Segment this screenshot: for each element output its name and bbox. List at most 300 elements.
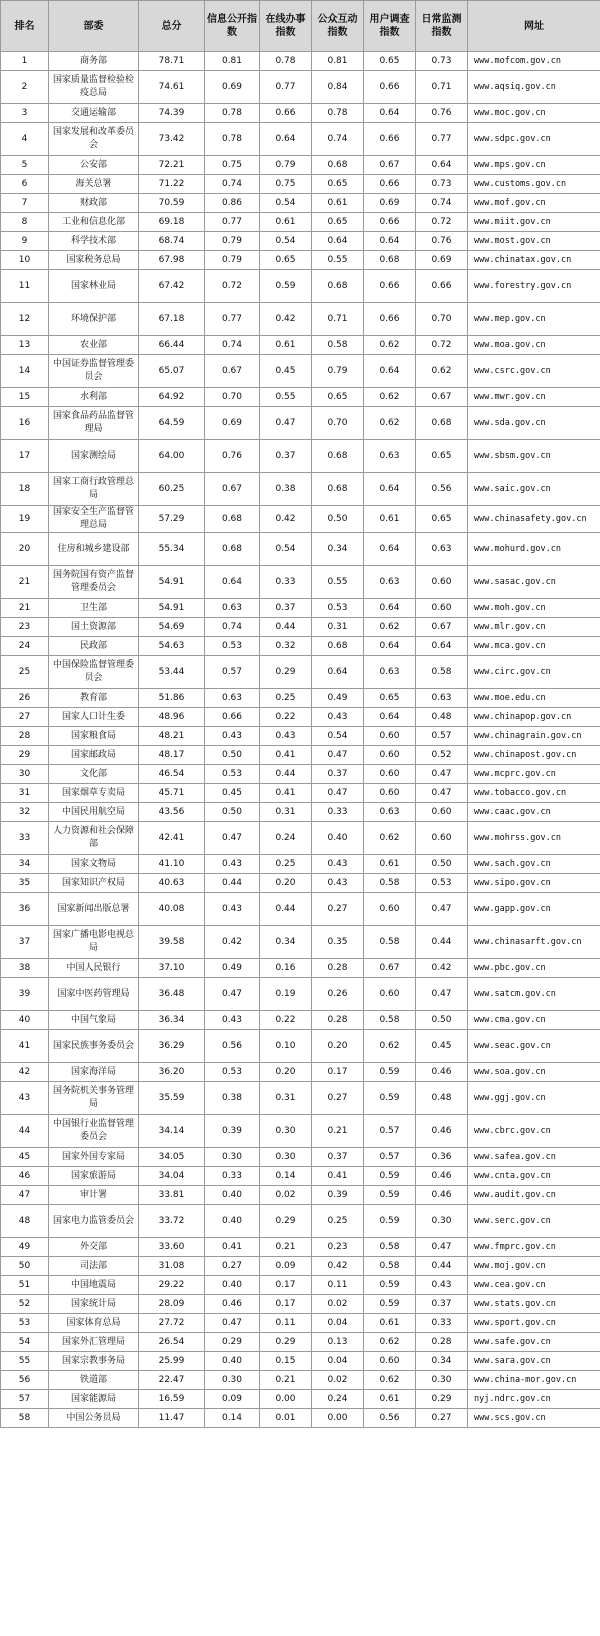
cell-rank: 30 (1, 765, 49, 784)
cell-ministry: 中国证券监督管理委员会 (49, 355, 139, 388)
table-row (1, 689, 600, 708)
cell-url[interactable]: www.mohrss.gov.cn (468, 822, 600, 855)
cell-url[interactable]: www.serc.gov.cn (468, 1205, 600, 1238)
cell-url[interactable]: www.moe.edu.cn (468, 689, 600, 708)
cell-daily-monitoring: 0.71 (416, 71, 468, 104)
cell-public-interaction: 0.79 (312, 355, 364, 388)
cell-public-interaction: 0.55 (312, 566, 364, 599)
cell-user-survey: 0.59 (364, 1186, 416, 1205)
cell-url[interactable]: www.most.gov.cn (468, 232, 600, 251)
table-row (1, 822, 600, 855)
cell-ministry: 国家旅游局 (49, 1167, 139, 1186)
cell-url[interactable]: www.chinapost.gov.cn (468, 746, 600, 765)
cell-url[interactable]: www.seac.gov.cn (468, 1030, 600, 1063)
cell-ministry: 教育部 (49, 689, 139, 708)
cell-url[interactable]: www.mwr.gov.cn (468, 388, 600, 407)
table-row (1, 506, 600, 533)
cell-total-score: 29.22 (139, 1276, 205, 1295)
cell-user-survey: 0.64 (364, 637, 416, 656)
cell-url[interactable]: www.stats.gov.cn (468, 1295, 600, 1314)
cell-user-survey: 0.59 (364, 1167, 416, 1186)
cell-daily-monitoring: 0.65 (416, 506, 468, 533)
cell-user-survey: 0.62 (364, 407, 416, 440)
cell-public-interaction: 0.65 (312, 388, 364, 407)
cell-user-survey: 0.57 (364, 1148, 416, 1167)
cell-rank: 1 (1, 52, 49, 71)
table-row (1, 104, 600, 123)
cell-url[interactable]: www.caac.gov.cn (468, 803, 600, 822)
cell-daily-monitoring: 0.46 (416, 1167, 468, 1186)
cell-info-disclosure: 0.63 (205, 689, 260, 708)
cell-url[interactable]: www.moc.gov.cn (468, 104, 600, 123)
cell-online-service: 0.01 (260, 1409, 312, 1428)
cell-online-service: 0.30 (260, 1115, 312, 1148)
cell-rank: 48 (1, 1205, 49, 1238)
cell-url[interactable]: www.saic.gov.cn (468, 473, 600, 506)
table-row (1, 194, 600, 213)
cell-url[interactable]: www.mof.gov.cn (468, 194, 600, 213)
cell-daily-monitoring: 0.76 (416, 104, 468, 123)
cell-url[interactable]: www.chinatax.gov.cn (468, 251, 600, 270)
cell-url[interactable]: www.chinapop.gov.cn (468, 708, 600, 727)
cell-public-interaction: 0.43 (312, 874, 364, 893)
cell-total-score: 53.44 (139, 656, 205, 689)
cell-info-disclosure: 0.40 (205, 1186, 260, 1205)
cell-info-disclosure: 0.53 (205, 765, 260, 784)
table-row (1, 407, 600, 440)
cell-url[interactable]: www.sipo.gov.cn (468, 874, 600, 893)
cell-ministry: 国家知识产权局 (49, 874, 139, 893)
cell-user-survey: 0.58 (364, 874, 416, 893)
cell-url[interactable]: www.moa.gov.cn (468, 336, 600, 355)
cell-public-interaction: 0.81 (312, 52, 364, 71)
cell-online-service: 0.29 (260, 1205, 312, 1238)
table-row (1, 727, 600, 746)
cell-url[interactable]: www.mcprc.gov.cn (468, 765, 600, 784)
cell-public-interaction: 0.20 (312, 1030, 364, 1063)
cell-public-interaction: 0.23 (312, 1238, 364, 1257)
cell-rank: 49 (1, 1238, 49, 1257)
cell-online-service: 0.78 (260, 52, 312, 71)
cell-public-interaction: 0.21 (312, 1115, 364, 1148)
cell-url[interactable]: www.mohurd.gov.cn (468, 533, 600, 566)
cell-url[interactable]: www.safe.gov.cn (468, 1333, 600, 1352)
cell-ministry: 中国银行业监督管理委员会 (49, 1115, 139, 1148)
cell-online-service: 0.64 (260, 123, 312, 156)
cell-user-survey: 0.64 (364, 599, 416, 618)
cell-info-disclosure: 0.74 (205, 618, 260, 637)
cell-url[interactable]: www.sport.gov.cn (468, 1314, 600, 1333)
cell-url[interactable]: www.satcm.gov.cn (468, 978, 600, 1011)
cell-total-score: 43.56 (139, 803, 205, 822)
cell-ministry: 国家烟草专卖局 (49, 784, 139, 803)
header-url: 网址 (468, 1, 600, 52)
table-row (1, 746, 600, 765)
cell-total-score: 54.91 (139, 566, 205, 599)
cell-online-service: 0.02 (260, 1186, 312, 1205)
cell-online-service: 0.14 (260, 1167, 312, 1186)
cell-url[interactable]: www.mps.gov.cn (468, 156, 600, 175)
cell-public-interaction: 0.37 (312, 1148, 364, 1167)
cell-online-service: 0.37 (260, 599, 312, 618)
cell-url[interactable]: www.sasac.gov.cn (468, 566, 600, 599)
cell-total-score: 26.54 (139, 1333, 205, 1352)
cell-rank: 6 (1, 175, 49, 194)
cell-total-score: 64.92 (139, 388, 205, 407)
cell-total-score: 55.34 (139, 533, 205, 566)
cell-public-interaction: 0.40 (312, 822, 364, 855)
cell-online-service: 0.17 (260, 1276, 312, 1295)
cell-rank: 10 (1, 251, 49, 270)
cell-info-disclosure: 0.79 (205, 251, 260, 270)
cell-user-survey: 0.64 (364, 355, 416, 388)
cell-daily-monitoring: 0.48 (416, 708, 468, 727)
cell-user-survey: 0.56 (364, 1409, 416, 1428)
cell-url[interactable]: www.mofcom.gov.cn (468, 52, 600, 71)
cell-url[interactable]: www.forestry.gov.cn (468, 270, 600, 303)
cell-url[interactable]: www.miit.gov.cn (468, 213, 600, 232)
cell-daily-monitoring: 0.70 (416, 303, 468, 336)
cell-ministry: 司法部 (49, 1257, 139, 1276)
table-row (1, 637, 600, 656)
cell-online-service: 0.22 (260, 708, 312, 727)
cell-user-survey: 0.64 (364, 232, 416, 251)
cell-info-disclosure: 0.50 (205, 803, 260, 822)
cell-rank: 36 (1, 893, 49, 926)
cell-ministry: 国务院机关事务管理局 (49, 1082, 139, 1115)
cell-rank: 24 (1, 637, 49, 656)
cell-public-interaction: 0.04 (312, 1352, 364, 1371)
cell-online-service: 0.43 (260, 727, 312, 746)
cell-user-survey: 0.61 (364, 506, 416, 533)
table-row (1, 473, 600, 506)
table-row (1, 355, 600, 388)
cell-rank: 46 (1, 1167, 49, 1186)
cell-total-score: 48.17 (139, 746, 205, 765)
cell-total-score: 67.42 (139, 270, 205, 303)
cell-daily-monitoring: 0.46 (416, 1115, 468, 1148)
cell-info-disclosure: 0.69 (205, 71, 260, 104)
cell-rank: 38 (1, 959, 49, 978)
cell-online-service: 0.55 (260, 388, 312, 407)
cell-public-interaction: 0.54 (312, 727, 364, 746)
table-row (1, 566, 600, 599)
cell-total-score: 33.60 (139, 1238, 205, 1257)
cell-ministry: 国家中医药管理局 (49, 978, 139, 1011)
cell-total-score: 74.61 (139, 71, 205, 104)
cell-public-interaction: 0.02 (312, 1295, 364, 1314)
cell-daily-monitoring: 0.47 (416, 765, 468, 784)
cell-rank: 50 (1, 1257, 49, 1276)
cell-info-disclosure: 0.43 (205, 1011, 260, 1030)
cell-url[interactable]: www.sach.gov.cn (468, 855, 600, 874)
cell-url[interactable]: www.scs.gov.cn (468, 1409, 600, 1428)
cell-total-score: 31.08 (139, 1257, 205, 1276)
cell-ministry: 国家人口计生委 (49, 708, 139, 727)
cell-rank: 23 (1, 618, 49, 637)
cell-user-survey: 0.60 (364, 746, 416, 765)
cell-rank: 21 (1, 566, 49, 599)
cell-rank: 39 (1, 978, 49, 1011)
cell-online-service: 0.24 (260, 822, 312, 855)
cell-daily-monitoring: 0.65 (416, 440, 468, 473)
cell-user-survey: 0.62 (364, 1371, 416, 1390)
table-row (1, 336, 600, 355)
cell-rank: 35 (1, 874, 49, 893)
cell-rank: 8 (1, 213, 49, 232)
table-row (1, 708, 600, 727)
cell-ministry: 交通运输部 (49, 104, 139, 123)
cell-ministry: 文化部 (49, 765, 139, 784)
cell-rank: 43 (1, 1082, 49, 1115)
table-row (1, 251, 600, 270)
cell-info-disclosure: 0.39 (205, 1115, 260, 1148)
cell-ministry: 住房和城乡建设部 (49, 533, 139, 566)
cell-total-score: 40.63 (139, 874, 205, 893)
cell-rank: 3 (1, 104, 49, 123)
cell-url[interactable]: www.moj.gov.cn (468, 1257, 600, 1276)
cell-url[interactable]: www.chinasarft.gov.cn (468, 926, 600, 959)
cell-ministry: 财政部 (49, 194, 139, 213)
cell-url[interactable]: www.sbsm.gov.cn (468, 440, 600, 473)
cell-user-survey: 0.63 (364, 803, 416, 822)
cell-public-interaction: 0.47 (312, 784, 364, 803)
cell-online-service: 0.45 (260, 355, 312, 388)
cell-total-score: 22.47 (139, 1371, 205, 1390)
cell-url[interactable]: www.mlr.gov.cn (468, 618, 600, 637)
cell-online-service: 0.47 (260, 407, 312, 440)
cell-public-interaction: 0.84 (312, 71, 364, 104)
cell-online-service: 0.22 (260, 1011, 312, 1030)
cell-url[interactable]: www.moh.gov.cn (468, 599, 600, 618)
cell-public-interaction: 0.70 (312, 407, 364, 440)
cell-ministry: 国家统计局 (49, 1295, 139, 1314)
cell-url[interactable]: www.tobacco.gov.cn (468, 784, 600, 803)
table-row (1, 855, 600, 874)
cell-url[interactable]: www.china-mor.gov.cn (468, 1371, 600, 1390)
cell-ministry: 工业和信息化部 (49, 213, 139, 232)
cell-url[interactable]: www.csrc.gov.cn (468, 355, 600, 388)
cell-daily-monitoring: 0.63 (416, 689, 468, 708)
cell-info-disclosure: 0.45 (205, 784, 260, 803)
cell-url[interactable]: www.chinagrain.gov.cn (468, 727, 600, 746)
cell-info-disclosure: 0.27 (205, 1257, 260, 1276)
cell-daily-monitoring: 0.50 (416, 1011, 468, 1030)
cell-user-survey: 0.59 (364, 1063, 416, 1082)
cell-ministry: 国家邮政局 (49, 746, 139, 765)
cell-ministry: 外交部 (49, 1238, 139, 1257)
cell-online-service: 0.42 (260, 506, 312, 533)
table-row (1, 1148, 600, 1167)
cell-user-survey: 0.65 (364, 689, 416, 708)
cell-online-service: 0.21 (260, 1238, 312, 1257)
cell-daily-monitoring: 0.72 (416, 213, 468, 232)
table-row (1, 765, 600, 784)
cell-daily-monitoring: 0.44 (416, 1257, 468, 1276)
cell-online-service: 0.44 (260, 893, 312, 926)
cell-info-disclosure: 0.44 (205, 874, 260, 893)
cell-total-score: 37.10 (139, 959, 205, 978)
cell-public-interaction: 0.68 (312, 440, 364, 473)
cell-ministry: 国家食品药品监督管理局 (49, 407, 139, 440)
cell-daily-monitoring: 0.66 (416, 270, 468, 303)
cell-online-service: 0.37 (260, 440, 312, 473)
header-user-survey: 用户调查指数 (364, 1, 416, 52)
cell-ministry: 国家新闻出版总署 (49, 893, 139, 926)
table-row (1, 784, 600, 803)
table-row (1, 978, 600, 1011)
cell-total-score: 27.72 (139, 1314, 205, 1333)
cell-public-interaction: 0.68 (312, 156, 364, 175)
cell-url[interactable]: www.pbc.gov.cn (468, 959, 600, 978)
cell-rank: 7 (1, 194, 49, 213)
cell-url[interactable]: www.cea.gov.cn (468, 1276, 600, 1295)
cell-public-interaction: 0.37 (312, 765, 364, 784)
cell-ministry: 商务部 (49, 52, 139, 71)
header-ministry: 部委 (49, 1, 139, 52)
cell-ministry: 科学技术部 (49, 232, 139, 251)
cell-info-disclosure: 0.40 (205, 1352, 260, 1371)
cell-daily-monitoring: 0.29 (416, 1390, 468, 1409)
cell-public-interaction: 0.00 (312, 1409, 364, 1428)
cell-url[interactable]: www.audit.gov.cn (468, 1186, 600, 1205)
cell-user-survey: 0.64 (364, 533, 416, 566)
cell-url[interactable]: www.cnta.gov.cn (468, 1167, 600, 1186)
cell-daily-monitoring: 0.58 (416, 656, 468, 689)
cell-public-interaction: 0.61 (312, 194, 364, 213)
cell-user-survey: 0.60 (364, 784, 416, 803)
cell-info-disclosure: 0.68 (205, 506, 260, 533)
table-row (1, 213, 600, 232)
cell-public-interaction: 0.02 (312, 1371, 364, 1390)
cell-daily-monitoring: 0.67 (416, 618, 468, 637)
cell-ministry: 国务院国有资产监督管理委员会 (49, 566, 139, 599)
cell-public-interaction: 0.53 (312, 599, 364, 618)
cell-rank: 14 (1, 355, 49, 388)
cell-user-survey: 0.60 (364, 893, 416, 926)
cell-online-service: 0.30 (260, 1148, 312, 1167)
cell-public-interaction: 0.04 (312, 1314, 364, 1333)
cell-url[interactable]: www.safea.gov.cn (468, 1148, 600, 1167)
cell-url[interactable]: www.gapp.gov.cn (468, 893, 600, 926)
cell-url[interactable]: www.sdpc.gov.cn (468, 123, 600, 156)
cell-daily-monitoring: 0.47 (416, 978, 468, 1011)
cell-info-disclosure: 0.42 (205, 926, 260, 959)
cell-url[interactable]: nyj.ndrc.gov.cn (468, 1390, 600, 1409)
table-body (1, 52, 600, 1428)
cell-total-score: 46.54 (139, 765, 205, 784)
table-row (1, 618, 600, 637)
cell-info-disclosure: 0.79 (205, 232, 260, 251)
cell-daily-monitoring: 0.62 (416, 355, 468, 388)
table-row (1, 1295, 600, 1314)
cell-url[interactable]: www.customs.gov.cn (468, 175, 600, 194)
cell-rank: 37 (1, 926, 49, 959)
cell-url[interactable]: www.ggj.gov.cn (468, 1082, 600, 1115)
cell-info-disclosure: 0.47 (205, 822, 260, 855)
cell-daily-monitoring: 0.60 (416, 566, 468, 599)
cell-ministry: 公安部 (49, 156, 139, 175)
cell-info-disclosure: 0.72 (205, 270, 260, 303)
cell-url[interactable]: www.mep.gov.cn (468, 303, 600, 336)
cell-user-survey: 0.63 (364, 656, 416, 689)
cell-daily-monitoring: 0.52 (416, 746, 468, 765)
cell-url[interactable]: www.chinasafety.gov.cn (468, 506, 600, 533)
cell-total-score: 68.74 (139, 232, 205, 251)
cell-public-interaction: 0.33 (312, 803, 364, 822)
cell-total-score: 57.29 (139, 506, 205, 533)
cell-info-disclosure: 0.40 (205, 1276, 260, 1295)
cell-online-service: 0.44 (260, 618, 312, 637)
cell-total-score: 11.47 (139, 1409, 205, 1428)
cell-daily-monitoring: 0.53 (416, 874, 468, 893)
table-row (1, 1063, 600, 1082)
table-row (1, 1371, 600, 1390)
cell-url[interactable]: www.sda.gov.cn (468, 407, 600, 440)
cell-online-service: 0.25 (260, 689, 312, 708)
cell-ministry: 民政部 (49, 637, 139, 656)
cell-url[interactable]: www.sara.gov.cn (468, 1352, 600, 1371)
cell-daily-monitoring: 0.47 (416, 784, 468, 803)
cell-user-survey: 0.61 (364, 855, 416, 874)
cell-public-interaction: 0.50 (312, 506, 364, 533)
cell-info-disclosure: 0.77 (205, 303, 260, 336)
cell-daily-monitoring: 0.42 (416, 959, 468, 978)
table-row (1, 1333, 600, 1352)
cell-online-service: 0.33 (260, 566, 312, 599)
cell-user-survey: 0.59 (364, 1276, 416, 1295)
cell-total-score: 36.48 (139, 978, 205, 1011)
cell-public-interaction: 0.43 (312, 855, 364, 874)
cell-public-interaction: 0.27 (312, 1082, 364, 1115)
cell-user-survey: 0.64 (364, 473, 416, 506)
table-row (1, 71, 600, 104)
cell-rank: 9 (1, 232, 49, 251)
cell-total-score: 41.10 (139, 855, 205, 874)
cell-daily-monitoring: 0.73 (416, 175, 468, 194)
cell-daily-monitoring: 0.30 (416, 1205, 468, 1238)
cell-url[interactable]: www.fmprc.gov.cn (468, 1238, 600, 1257)
cell-rank: 56 (1, 1371, 49, 1390)
cell-public-interaction: 0.39 (312, 1186, 364, 1205)
cell-url[interactable]: www.aqsiq.gov.cn (468, 71, 600, 104)
cell-info-disclosure: 0.43 (205, 893, 260, 926)
cell-daily-monitoring: 0.68 (416, 407, 468, 440)
cell-daily-monitoring: 0.43 (416, 1276, 468, 1295)
table-row (1, 1115, 600, 1148)
cell-ministry: 卫生部 (49, 599, 139, 618)
cell-url[interactable]: www.soa.gov.cn (468, 1063, 600, 1082)
cell-user-survey: 0.64 (364, 104, 416, 123)
cell-url[interactable]: www.circ.gov.cn (468, 656, 600, 689)
cell-daily-monitoring: 0.77 (416, 123, 468, 156)
cell-info-disclosure: 0.30 (205, 1371, 260, 1390)
cell-ministry: 国家林业局 (49, 270, 139, 303)
cell-online-service: 0.77 (260, 71, 312, 104)
cell-ministry: 国家发展和改革委员会 (49, 123, 139, 156)
cell-online-service: 0.75 (260, 175, 312, 194)
cell-daily-monitoring: 0.69 (416, 251, 468, 270)
cell-url[interactable]: www.mca.gov.cn (468, 637, 600, 656)
table-row (1, 156, 600, 175)
cell-url[interactable]: www.cma.gov.cn (468, 1011, 600, 1030)
cell-url[interactable]: www.cbrc.gov.cn (468, 1115, 600, 1148)
cell-total-score: 65.07 (139, 355, 205, 388)
cell-info-disclosure: 0.68 (205, 533, 260, 566)
cell-online-service: 0.19 (260, 978, 312, 1011)
cell-user-survey: 0.62 (364, 822, 416, 855)
cell-total-score: 72.21 (139, 156, 205, 175)
